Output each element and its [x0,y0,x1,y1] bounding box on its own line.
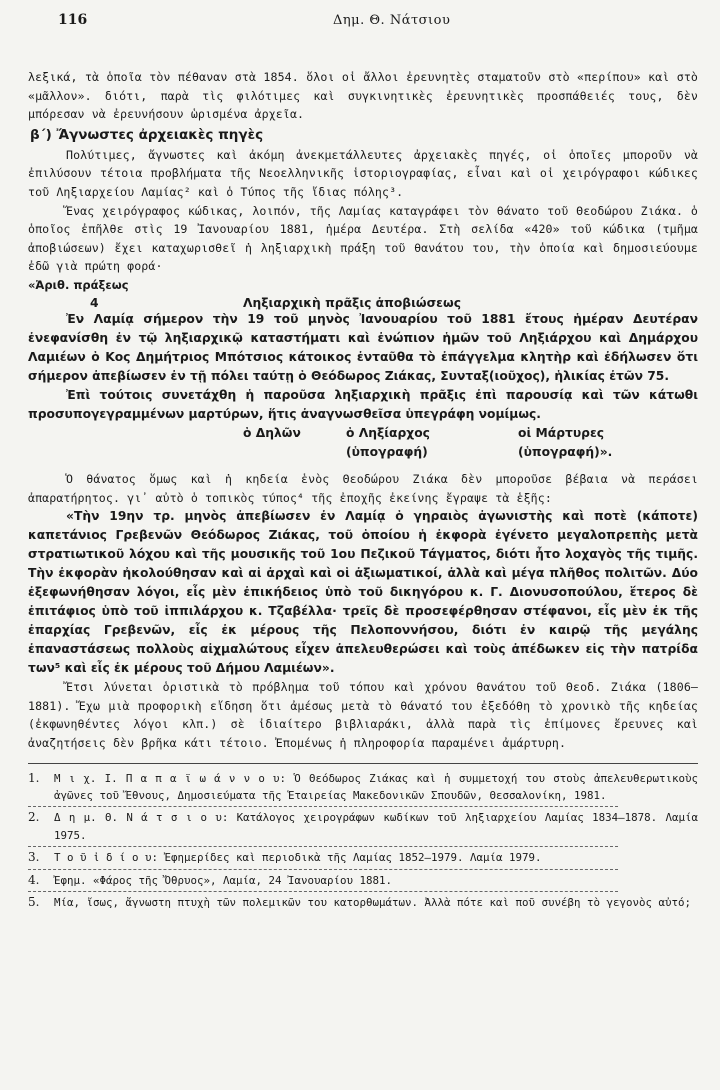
paragraph-conclusion: Ἔτσι λύνεται ὁριστικὰ τὸ πρόβλημα τοῦ τόπου καὶ χρόνου θανάτου τοῦ Θεοδ. Ζιάκα (1806—1881). Ἔχω μιὰ προφορικὴ εἴδηση ὅτι ἀμέσως μετὰ τὸ θάνατό του ἐξεδόθη τὸ χρονικὸ τῆς κηδείας (ἐκφωνηθέντες λόγοι κλπ.) σὲ ἰδιαίτερο βιβλιαράκι, ἀλλὰ παρὰ τὶς ἐπίμονες ἔρευνες καὶ ἀναζητήσεις δὲν βρῆκα κάτι τέτοιο. Ἐπομένως ἡ πληροφορία παραμένει ἀμάρτυρη. [28,680,698,750]
paragraph-funeral: Ὁ θάνατος ὅμως καὶ ἡ κηδεία ἑνὸς Θεοδώρου Ζιάκα δὲν μποροῦσε βέβαια νὰ περάσει ἀπαρατήρητος. γι᾽ αὐτὸ ὁ τοπικὸς τύπος⁴ τῆς ἐποχῆς ἐκείνης ἔγραψε τὰ ἑξῆς: [28,471,698,505]
footnote-divider [28,763,698,764]
footnote-item: 1. Μ ι χ. Ι. Π α π α ϊ ω ά ν ν ο υ: Ὁ Θεόδωρος Ζιάκας καὶ ἡ συμμετοχή του στοὺς ἀπελευθερωτικοὺς ἀγῶνες τοῦ Ἔθνους, Δημοσιεύματα τῆς Ἑταιρείας Μακεδονικῶν Σπουδῶν, Θεσσαλονίκη, 1981. [28,770,698,802]
act-closing: Ἐπὶ τούτοις συνετάχθη ἡ παροῦσα ληξιαρχικὴ πρᾶξις ἐπὶ παρουσίᾳ καὶ τῶν κάτωθι προσυπογεγραμμένων μαρτύρων, ἥτις ἀναγνωσθεῖσα ὑπεγράφη νομίμως. [28,387,698,421]
signature-witnesses-sign: (ὑπογραφή)». [518,444,613,459]
act-title: Ληξιαρχικὴ πρᾶξις ἀποβιώσεως [243,295,461,310]
act-body: Ἐν Λαμίᾳ σήμερον τὴν 19 τοῦ μηνὸς Ἰανουαρίου τοῦ 1881 ἔτους ἡμέραν Δευτέραν ἐνεφανίσθη ἐν τῷ ληξιαρχικῷ καταστήματι καὶ ἐνώπιον ἡμῶν τοῦ Ληξιάρχου καὶ Δημάρχου Λαμιέων ὁ Κος Δημήτριος Μπότσιος κάτοικος ἐνταῦθα τὸ ἐπάγγελμα κλητὴρ καὶ ἐδήλωσεν ὅτι σήμερον ἀπεβίωσεν ἐν τῇ πόλει ταύτῃ ὁ Θεόδωρος Ζιάκας, Συνταξ(ιοῦχος), ἡλικίας ἐτῶν 75. [28,311,698,383]
signature-registrar: ὁ Ληξίαρχος [346,425,430,440]
footnote-item: 2. Δ η μ. Θ. Ν ά τ σ ι ο υ: Κατάλογος χειρογράφων κωδίκων τοῦ ληξιαρχείου Λαμίας 1834—1878. Λαμία 1975. [28,810,698,842]
page-number: 116 [58,12,88,28]
footnote-separator [28,869,618,870]
footnote-separator [28,806,618,807]
section-heading: β΄) Ἄγνωστες ἀρχειακὲς πηγὲς [30,126,264,143]
footnote-separator [28,891,618,892]
act-title-row [28,296,698,310]
paragraph-intro: λεξικά, τὰ ὁποῖα τὸν πέθαναν στὰ 1854. ὅλοι οἱ ἄλλοι ἐρευνητὲς σταματοῦν στὸ «περίπου» καὶ στὸ «μᾶλλον». διότι, παρὰ τὶς φιλότιμες καὶ συγκινητικὲς ἐρευνητικὲς προσπάθειές τους, δὲν μπόρεσαν νὰ ἐρευνήσουν ὡρισμένα ἀρχεῖα. [28,70,698,122]
signature-registrar-sign: (ὑπογραφή) [346,444,428,459]
running-title: Δημ. Θ. Νάτσιου [333,13,451,28]
footnote-item: 5. Μία, ἴσως, ἄγνωστη πτυχὴ τῶν πολεμικῶν του κατορθωμάτων. Ἀλλὰ πότε καὶ ποῦ συνέβη τὸ γεγονὸς αὐτό; [28,894,692,909]
paragraph-sources: Πολύτιμες, ἄγνωστες καὶ ἀκόμη ἀνεκμετάλλευτες ἀρχειακὲς πηγές, οἱ ὁποῖες μποροῦν νὰ ἐπιλύσουν τέτοια προβλήματα τῆς Νεοελληνικῆς ἱστοριογραφίας, εἶναι καὶ οἱ χειρόγραφοι κώδικες τοῦ Ληξιαρχείου Λαμίας² καὶ ὁ Τύπος τῆς ἴδιας πόλης³. [28,147,698,199]
act-number: 4 [90,295,99,310]
newspaper-quote: «Τὴν 19ην τρ. μηνὸς ἀπεβίωσεν ἐν Λαμίᾳ ὁ γηραιὸς ἀγωνιστὴς καὶ ποτὲ (κάποτε) καπετάνιος Γρεβενῶν Θεόδωρος Ζιάκας, τοῦ ὁποίου ἡ ἐκφορὰ ἐγένετο μεγαλοπρεπὴς μετὰ στρατιωτικοῦ λόχου καὶ τῆς μουσικῆς τοῦ 1ου Πεζικοῦ Τάγματος, διότι ἦτο λοχαγὸς τῆς τιμῆς. Τὴν ἐκφορὰν ἠκολούθησαν καὶ αἱ ἀρχαὶ καὶ οἱ ἀξιωματικοί, ἀλλὰ καὶ μέγα πλῆθος πολιτῶν. Δύο ἐξεφωνήθησαν λόγοι, εἷς μὲν ἐπικήδειος ὑπὸ τοῦ δικηγόρου κ. Γ. Διονυσοπούλου, ἕτερος δὲ ἐπιτάφιος ὑπὸ τοῦ ἱππιλάρχου κ. Τζαβέλλα· τρεῖς δὲ προσεφέρθησαν στέφανοι, εἷς μὲν ἐκ τῆς ἐπαρχίας Γρεβενῶν, εἷς ἐκ μέρους τῆς Πελοποννήσου, διότι ἐν καιρῷ τῆς μεγάλης ἐπαναστάσεως πολλοὺς αἰχμαλώτους εἶχεν ἀπελευθερώσει καὶ τοὺς ἀπέδωκεν εἰς τὴν πατρίδα των⁵ καὶ εἷς ἐκ μέρους τοῦ Δήμου Λαμιέων». [28,509,698,676]
footnote-item: 3. Τ ο ῦ ἰ δ ί ο υ: Ἐφημερίδες καὶ περιοδικὰ τῆς Λαμίας 1852—1979. Λαμία 1979. [28,850,542,865]
act-number-label: «Ἀριθ. πράξεως [28,277,129,292]
paragraph-codex: Ἕνας χειρόγραφος κώδικας, λοιπόν, τῆς Λαμίας καταγράφει τὸν θάνατο τοῦ Θεοδώρου Ζιάκα. ὁ ὁποῖος ἐπῆλθε στὶς 19 Ἰανουαρίου 1881, ἡμέρα Δευτέρα. Στὴ σελίδα «420» τοῦ κώδικα (τμῆμα ἀποβιώσεων) ἔχει καταχωρισθεῖ ἡ ληξιαρχικὴ πράξη τοῦ θανάτου του, τὴν ὁποία καὶ δημοσιεύουμε ἐδῶ γιὰ πρώτη φορά· [28,203,698,274]
signature-row [28,424,698,443]
footnotes [28,770,698,912]
signature-witnesses: οἱ Μάρτυρες [518,425,605,440]
footnote-separator [28,846,618,847]
footnote-item: 4. Ἐφημ. «Φάρος τῆς Ὄθρυος», Λαμία, 24 Ἰανουαρίου 1881. [28,872,393,887]
signature-declarant: ὁ Δηλῶν [243,425,301,440]
page-header [28,0,698,40]
signature-subrow [28,443,698,462]
